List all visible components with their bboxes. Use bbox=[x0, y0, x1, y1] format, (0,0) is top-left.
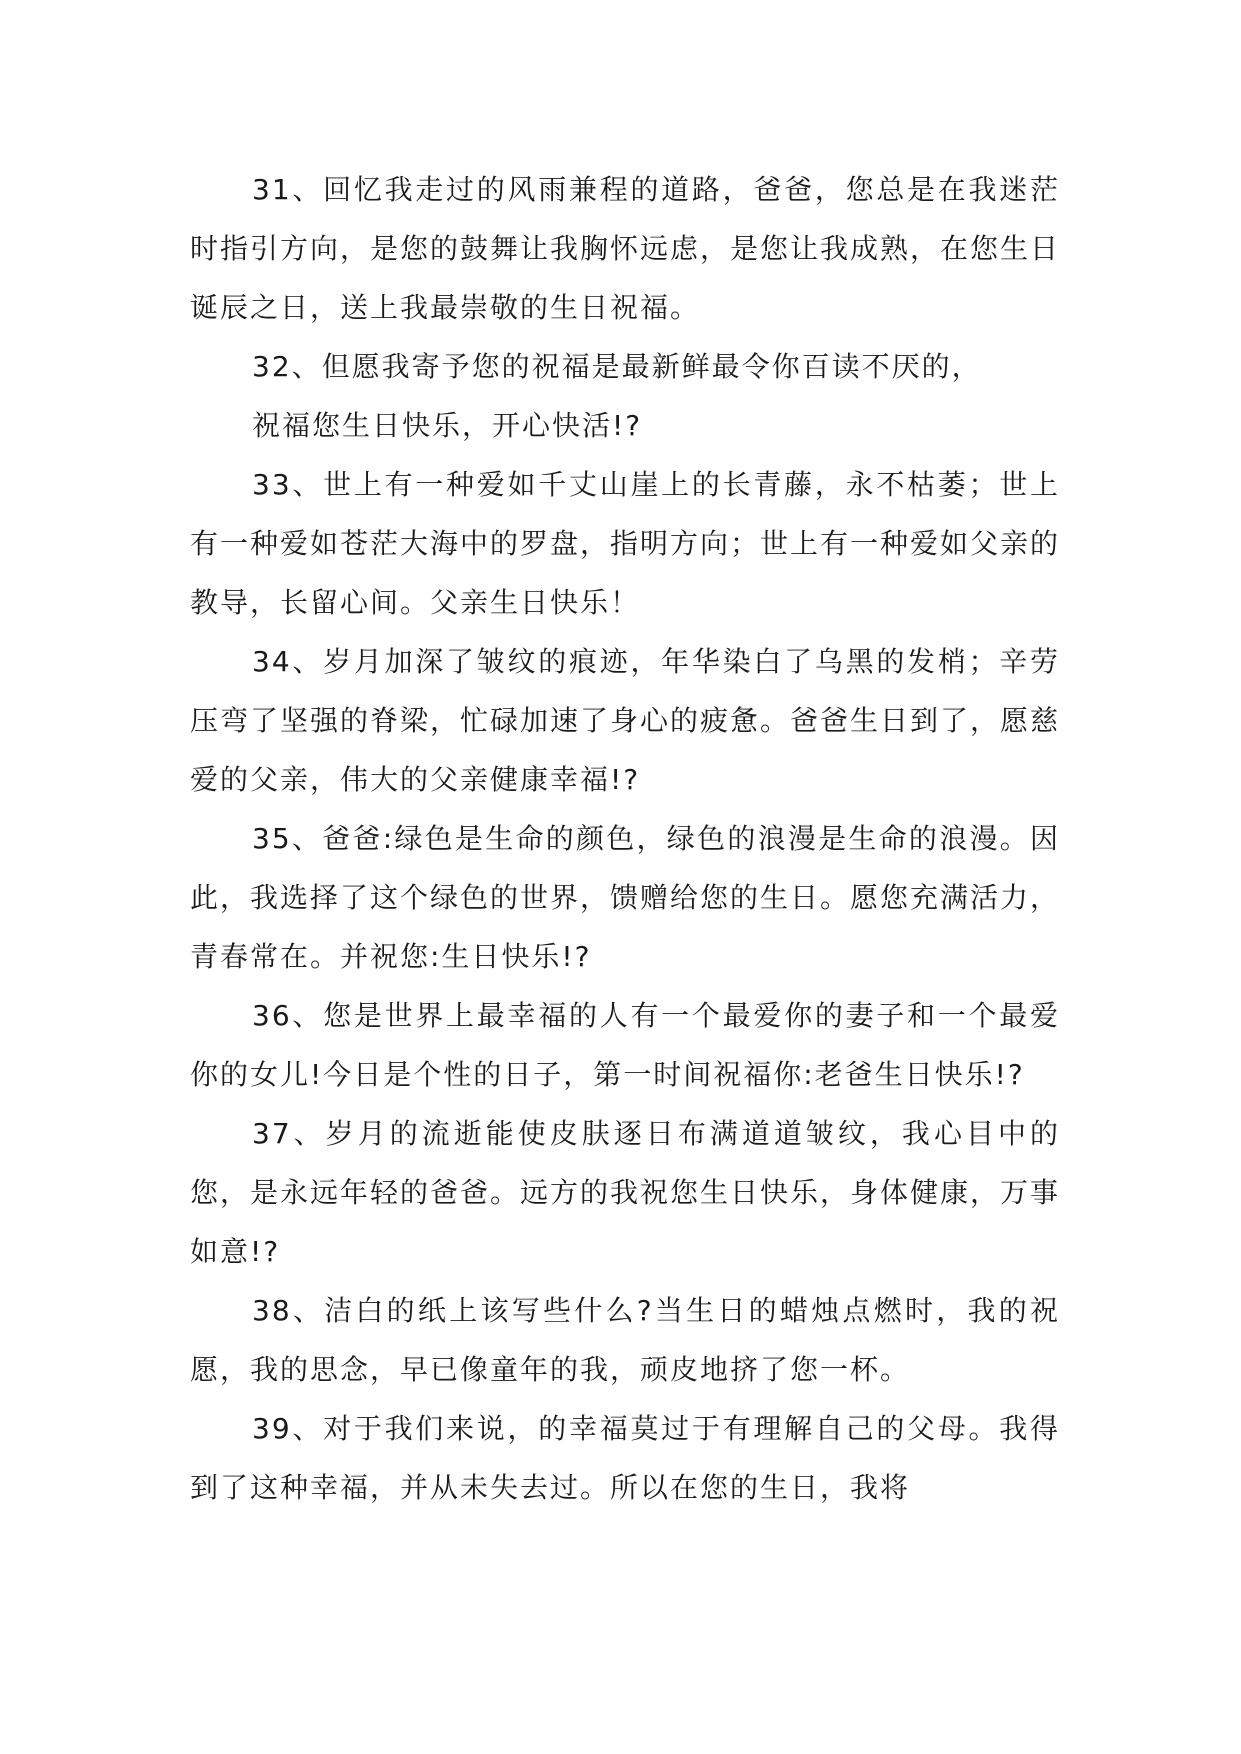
paragraph-34: 34、岁月加深了皱纹的痕迹，年华染白了乌黑的发梢；辛劳压弯了坚强的脊梁，忙碌加速了身心的疲惫。爸爸生日到了，愿慈爱的父亲，伟大的父亲健康幸福!? bbox=[190, 645, 1061, 796]
paragraph-37: 37、岁月的流逝能使皮肤逐日布满道道皱纹，我心目中的您，是永远年轻的爸爸。远方的我祝您生日快乐，身体健康，万事如意!? bbox=[190, 1117, 1061, 1268]
paragraph-35: 35、爸爸:绿色是生命的颜色，绿色的浪漫是生命的浪漫。因此，我选择了这个绿色的世界，馈赠给您的生日。愿您充满活力，青春常在。并祝您:生日快乐!? bbox=[190, 822, 1061, 973]
paragraph-33: 33、世上有一种爱如千丈山崖上的长青藤，永不枯萎；世上有一种爱如苍茫大海中的罗盘，指明方向；世上有一种爱如父亲的教导，长留心间。父亲生日快乐！ bbox=[190, 468, 1061, 619]
paragraph-32-continued: 祝福您生日快乐，开心快活!? bbox=[252, 409, 643, 442]
paragraph-31: 31、回忆我走过的风雨兼程的道路，爸爸，您总是在我迷茫时指引方向，是您的鼓舞让我胸怀远虑，是您让我成熟，在您生日诞辰之日，送上我最崇敬的生日祝福。 bbox=[190, 173, 1061, 324]
paragraph-32: 32、但愿我寄予您的祝福是最新鲜最令你百读不厌的， bbox=[252, 350, 982, 383]
paragraph-36: 36、您是世界上最幸福的人有一个最爱你的妻子和一个最爱你的女儿!今日是个性的日子，第一时间祝福你:老爸生日快乐!? bbox=[190, 999, 1060, 1091]
paragraph-38: 38、洁白的纸上该写些什么?当生日的蜡烛点燃时，我的祝愿，我的思念，早已像童年的我，顽皮地挤了您一杯。 bbox=[190, 1294, 1060, 1386]
document-body bbox=[190, 160, 1060, 1517]
paragraph-39: 39、对于我们来说，的幸福莫过于有理解自己的父母。我得到了这种幸福，并从未失去过。所以在您的生日，我将 bbox=[190, 1412, 1060, 1504]
